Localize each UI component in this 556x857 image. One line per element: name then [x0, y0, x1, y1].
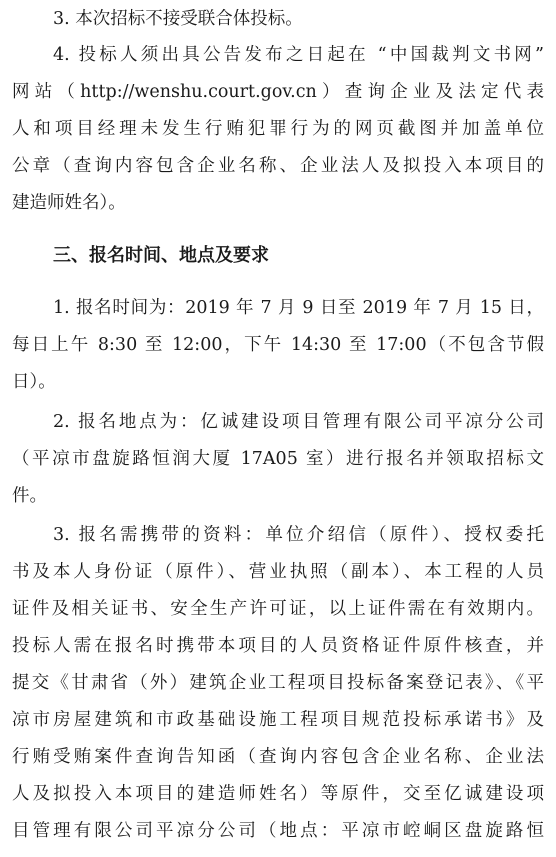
- section-heading: 三、报名时间、地点及要求: [53, 245, 269, 266]
- paragraph-line: 行贿受贿案件查询告知函（查询内容包含企业名称、企业法: [12, 747, 544, 767]
- paragraph-line: 建造师姓名）。: [12, 193, 126, 213]
- paragraph-line: 投标人需在报名时携带本项目的人员资格证件原件核查，并: [12, 636, 544, 656]
- paragraph-line: 人和项目经理未发生行贿犯罪行为的网页截图并加盖单位: [12, 119, 544, 139]
- paragraph-line: 人及拟投入本项目的建造师姓名）等原件，交至亿诚建设项: [12, 784, 544, 804]
- paragraph-line: 2. 报名地点为：亿诚建设项目管理有限公司平凉分公司: [53, 412, 544, 432]
- paragraph-line: 1. 报名时间为：2019 年 7 月 9 日至 2019 年 7 月 15 日，: [53, 298, 544, 318]
- paragraph-line: 件。: [12, 486, 47, 506]
- paragraph-line: 凉市房屋建筑和市政基础设施工程项目规范投标承诺书》及: [12, 710, 544, 730]
- paragraph-line: 证件及相关证书、安全生产许可证，以上证件需在有效期内。: [12, 599, 544, 619]
- paragraph-line: 每日上午 8:30 至 12:00，下午 14:30 至 17:00（不包含节假: [12, 335, 544, 355]
- paragraph-line: 目管理有限公司平凉分公司（地点：平凉市崆峒区盘旋路恒: [12, 821, 544, 841]
- paragraph-line: 3. 本次招标不接受联合体投标。: [53, 9, 303, 29]
- paragraph-line: （平凉市盘旋路恒润大厦 17A05 室）进行报名并领取招标文: [12, 449, 544, 469]
- paragraph-line: 日）。: [12, 372, 56, 392]
- paragraph-line: 书及本人身份证（原件）、营业执照（副本）、本工程的人员: [12, 562, 544, 582]
- paragraph-line: 4. 投标人须出具公告发布之日起在 “中国裁判文书网”: [53, 45, 544, 65]
- paragraph-line: 3. 报名需携带的资料：单位介绍信（原件）、授权委托: [53, 525, 544, 545]
- paragraph-line: 公章（查询内容包含企业名称、企业法人及拟投入本项目的: [12, 156, 544, 176]
- paragraph-line: 网站（http://wenshu.court.gov.cn）查询企业及法定代表: [12, 82, 544, 102]
- paragraph-line: 提交《甘肃省（外）建筑企业工程项目投标备案登记表》、《平: [12, 673, 544, 693]
